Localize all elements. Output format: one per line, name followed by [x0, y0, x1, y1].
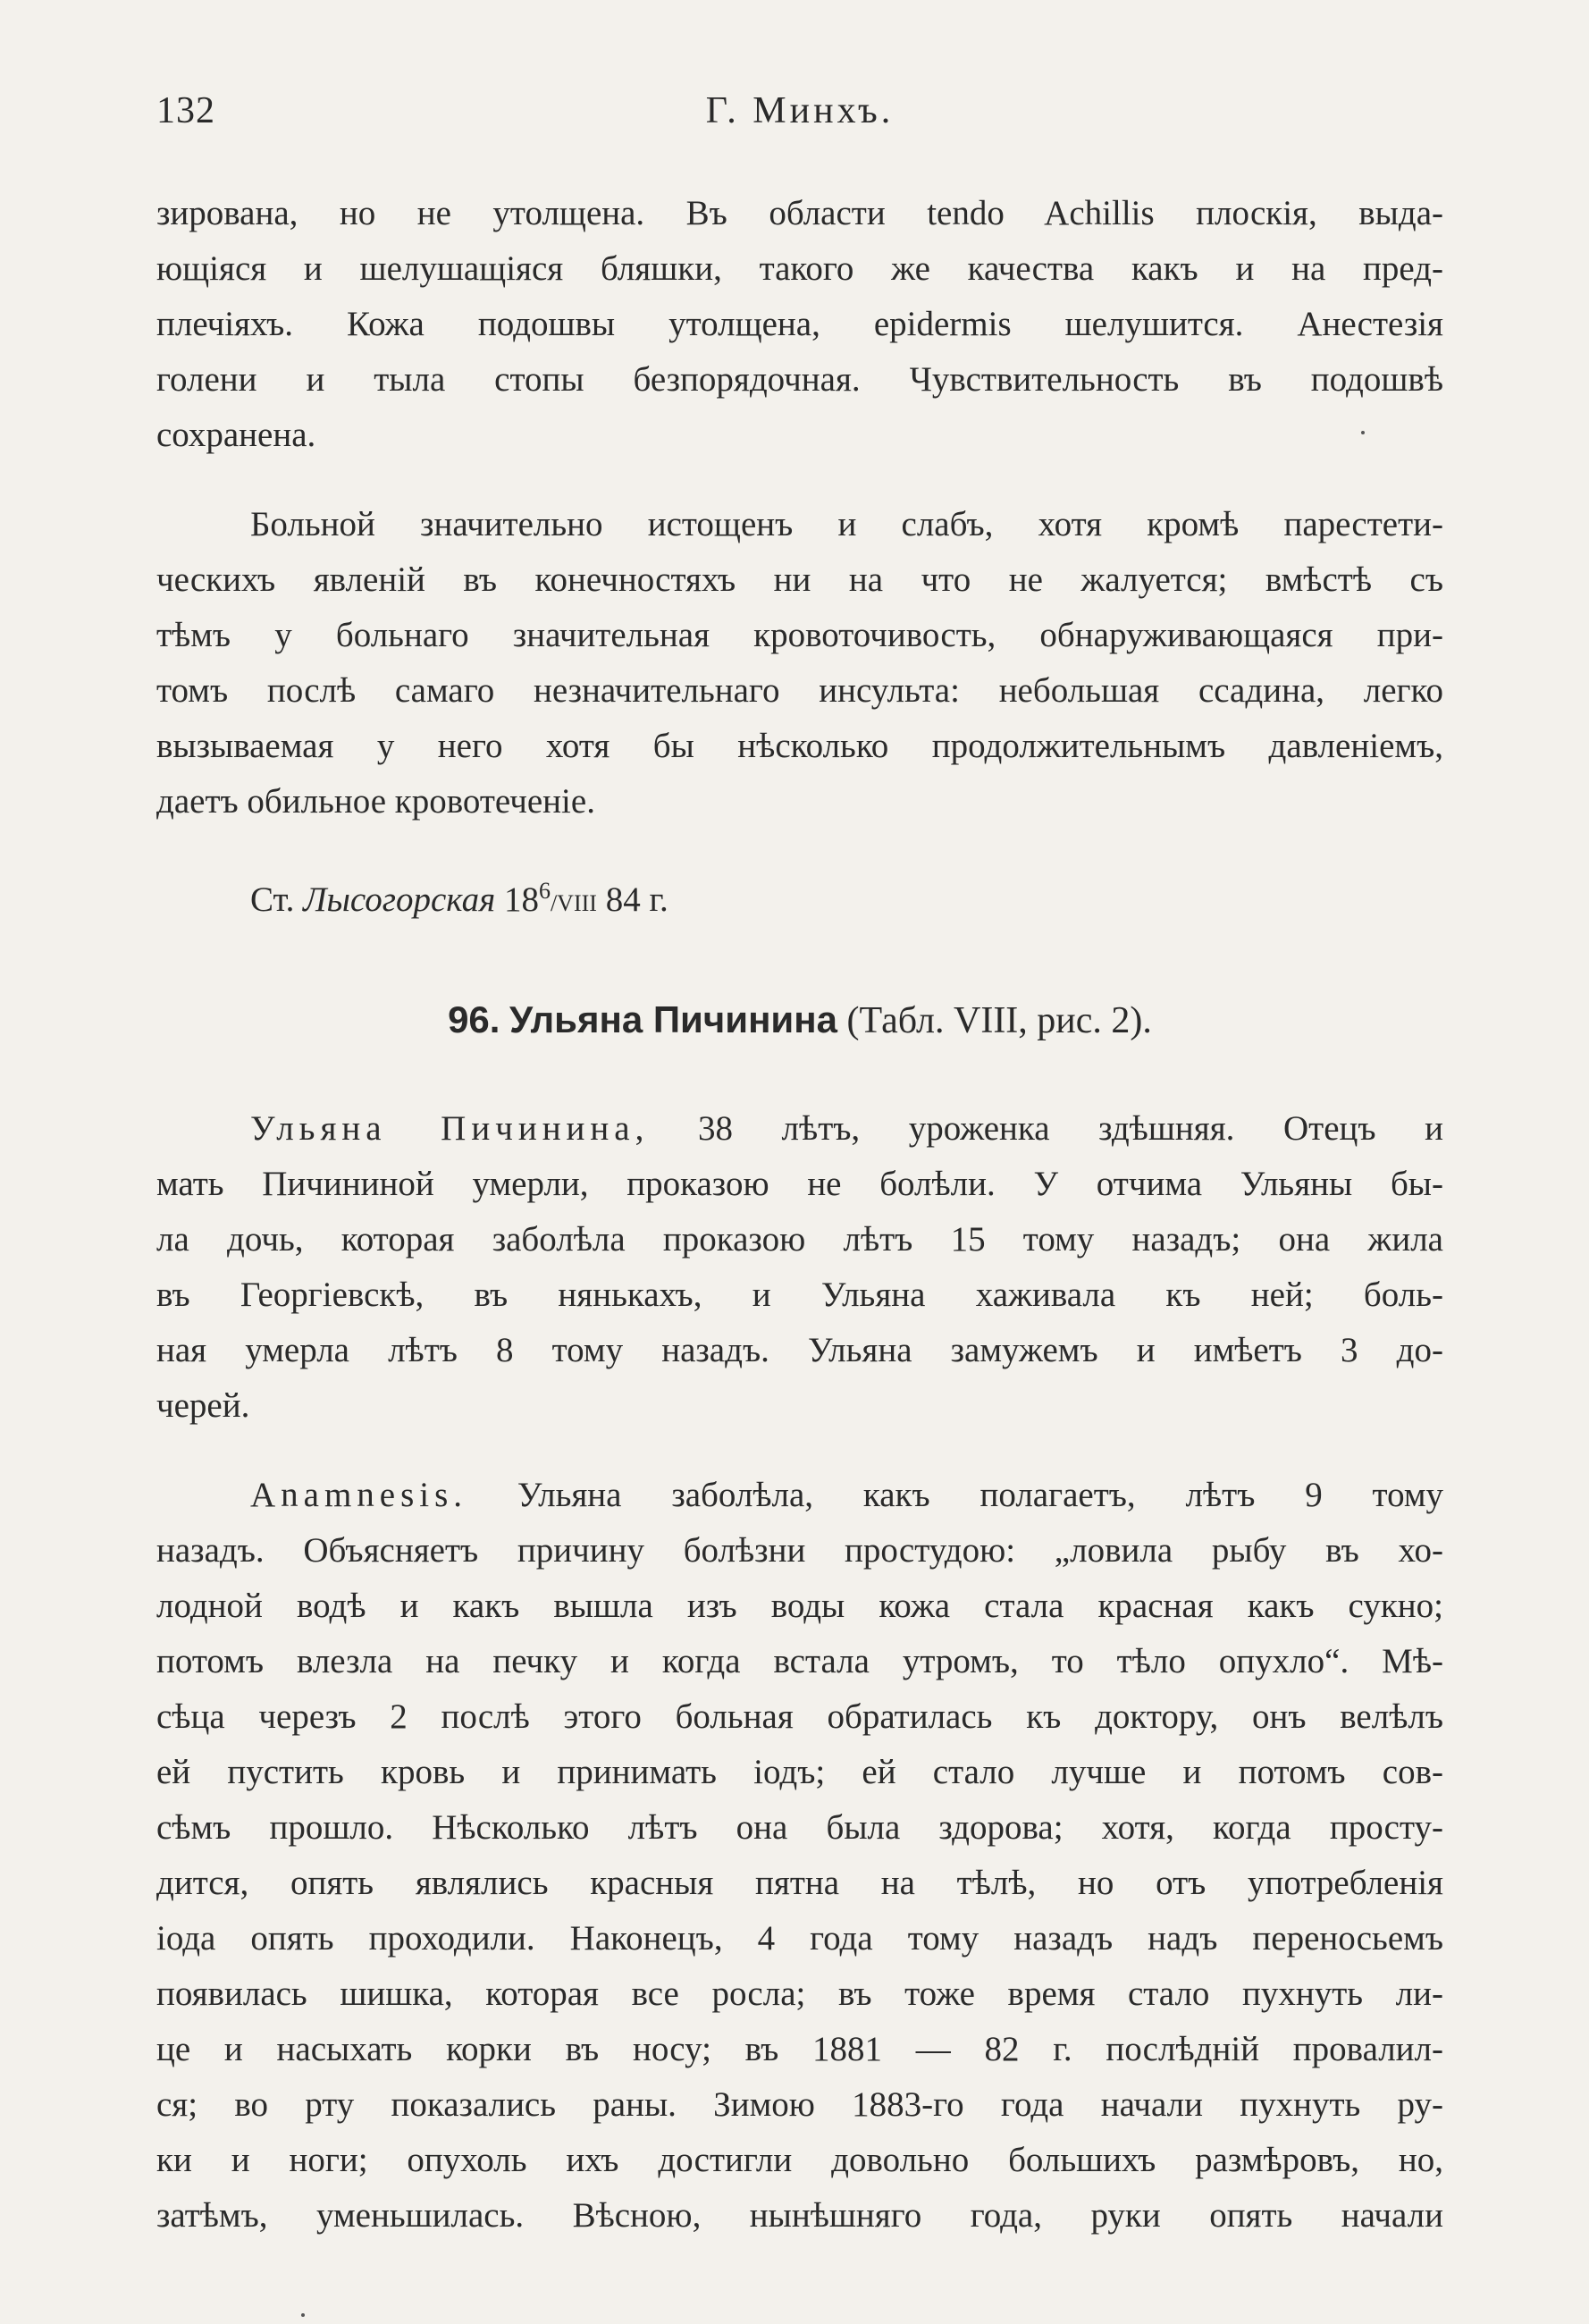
- text-line: черей.: [156, 1386, 250, 1425]
- text-line: [156, 1101, 1443, 1157]
- print-speck: [301, 2313, 305, 2317]
- paragraph-patient-intro: [156, 1101, 1443, 1434]
- text-line: сохранена.: [156, 416, 316, 454]
- paragraph-continuation: [156, 186, 1443, 463]
- text-line: голени и тыла стопы безпорядочная. Чувствительность въ подошвѣ: [156, 360, 1443, 399]
- text-line: появилась шишка, которая все росла; въ тоже время стало пухнуть ли-: [156, 1975, 1443, 2013]
- signature-day: 18: [503, 880, 539, 919]
- text-line: лодной водѣ и какъ вышла изъ воды кожа стала красная какъ сукно;: [156, 1587, 1443, 1625]
- text-line: ла дочь, которая заболѣла проказою лѣтъ 15 тому назадъ; она жила: [156, 1220, 1443, 1259]
- paragraph-condition: [156, 497, 1443, 829]
- text-line: це и насыхать корки въ носу; въ 1881 — 82 г. послѣдній провалил-: [156, 2030, 1443, 2068]
- text-line: іода опять проходили. Наконецъ, 4 года тому назадъ надъ переносьемъ: [156, 1919, 1443, 1958]
- text-line: плечіяхъ. Кожа подошвы утолщена, epidermis шелушится. Анестезія: [156, 305, 1443, 343]
- text-line: ся; во рту показались раны. Зимою 1883-го года начали пухнуть ру-: [156, 2085, 1443, 2124]
- text-line: сѣца черезъ 2 послѣ этого больная обратилась къ доктору, онъ велѣлъ: [156, 1697, 1443, 1736]
- case-name: Ульяна Пичинина: [509, 998, 837, 1040]
- text-line: ческихъ явленій въ конечностяхъ ни на что не жалуется; вмѣстѣ съ: [156, 560, 1443, 599]
- running-title: Г. Минхъ.: [705, 90, 895, 131]
- signature-prefix: Ст.: [250, 880, 295, 919]
- text-line: ей пустить кровь и принимать іодъ; ей стало лучше и потомъ сов-: [156, 1753, 1443, 1791]
- text-line: тѣмъ у больнаго значительная кровоточивость, обнаруживающаяся при-: [156, 616, 1443, 654]
- text-line: зирована, но не утолщена. Въ области tendo Achillis плоскія, выда-: [156, 194, 1443, 232]
- print-speck: [1361, 431, 1365, 434]
- text-line: ная умерла лѣтъ 8 тому назадъ. Ульяна замужемъ и имѣетъ 3 до-: [156, 1331, 1443, 1369]
- text-line: въ Георгіевскѣ, въ нянькахъ, и Ульяна хаживала къ ней; боль-: [156, 1276, 1443, 1314]
- text-line: затѣмъ, уменьшилась. Вѣсною, нынѣшняго года, руки опять начали: [156, 2196, 1443, 2235]
- paragraph-anamnesis: [156, 1468, 1443, 2244]
- text-line: дится, опять являлись красныя пятна на тѣлѣ, но отъ употребленія: [156, 1864, 1443, 1902]
- text-line: вызываемая у него хотя бы нѣсколько продолжительнымъ давленіемъ,: [156, 727, 1443, 765]
- running-header: [156, 89, 1443, 143]
- anamnesis-label: Anamnesis.: [250, 1476, 468, 1514]
- text-fragment: 38 лѣтъ, уроженка здѣшняя. Отецъ и: [697, 1109, 1443, 1148]
- top-text-block: [156, 186, 1443, 931]
- text-line: потомъ влезла на печку и когда встала утромъ, то тѣло опухло“. Мѣ-: [156, 1642, 1443, 1680]
- text-line: томъ послѣ самаго незначительнаго инсульта: небольшая ссадина, легко: [156, 671, 1443, 710]
- case-heading: [156, 992, 1443, 1048]
- text-line: ки и ноги; опухоль ихъ достигли довольно большихъ размѣровъ, но,: [156, 2141, 1443, 2179]
- signature-year: 84 г.: [605, 880, 668, 919]
- signature-place: Лысогорская: [303, 880, 496, 919]
- text-fragment: Ульяна заболѣла, какъ полагаетъ, лѣтъ 9 тому: [517, 1476, 1444, 1514]
- page-number: 132: [156, 90, 215, 131]
- case-number: 96.: [448, 998, 500, 1040]
- text-line: Больной значительно истощенъ и слабъ, хотя кромѣ парестети-: [250, 505, 1443, 543]
- text-line: сѣмъ прошло. Нѣсколько лѣтъ она была здорова; хотя, когда просту-: [156, 1808, 1443, 1847]
- text-line: ющіяся и шелушащіяся бляшки, такого же качества какъ и на пред-: [156, 249, 1443, 288]
- text-line: назадъ. Объясняетъ причину болѣзни простудою: „ловила рыбу въ хо-: [156, 1531, 1443, 1570]
- case-reference: (Табл. VIII, рис. 2).: [846, 1000, 1152, 1041]
- case-text-block: [156, 1101, 1443, 2244]
- location-date-signature: [156, 863, 1443, 931]
- signature-day-sup: 6: [538, 878, 551, 904]
- text-line: [156, 1468, 1443, 1523]
- signature-month: /VIII: [550, 890, 597, 916]
- patient-name-spaced: Ульяна Пичинина,: [250, 1109, 650, 1148]
- text-line: даетъ обильное кровотеченіе.: [156, 782, 595, 821]
- text-line: мать Пичининой умерли, проказою не болѣли. У отчима Ульяны бы-: [156, 1165, 1443, 1203]
